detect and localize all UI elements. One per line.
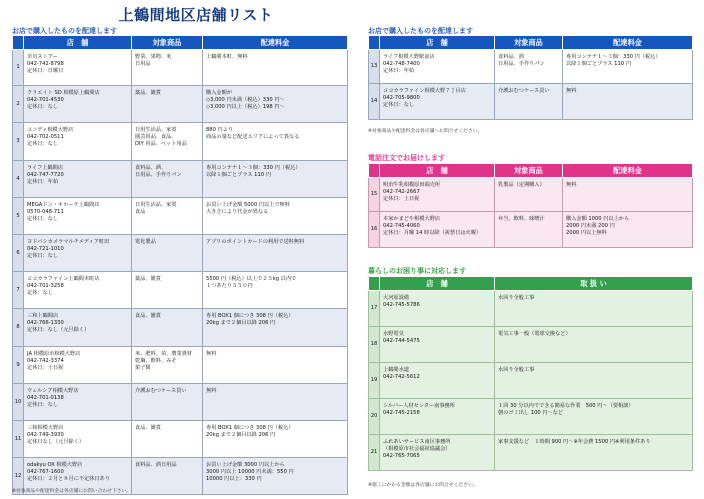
column-header-items: 対象商品: [495, 164, 563, 178]
store-phone: 042-765-7065: [383, 453, 420, 459]
store-closed-days: 定休日：年始: [383, 68, 415, 74]
service-cell: １回 30 分以内でできる簡易な作業 500 円～（要相談） 朝のゴミ出し 100 円～など: [495, 399, 693, 435]
store-phone: 042-744-5475: [383, 338, 420, 344]
items-cell: [495, 178, 563, 212]
item-line: 乾麺、飲料、みそ: [135, 358, 177, 364]
fee-cell: [203, 86, 348, 123]
table-row: [369, 50, 693, 84]
item-line: 乳製品（定期購入）: [498, 182, 545, 188]
items-cell: [495, 212, 563, 248]
table-row: [13, 50, 348, 86]
fee-cell: [203, 384, 348, 421]
row-number: 15: [369, 178, 380, 212]
store-cell: [380, 363, 495, 399]
store-name: クリエイト SD 相模原上鶴間店: [27, 90, 100, 96]
fee-cell: [563, 212, 693, 248]
fee-line: 購入金額 1000 円以上から: [566, 216, 630, 222]
store-closed-days: 定休日：なし: [383, 102, 415, 108]
column-header-service: 取 扱 い: [495, 277, 693, 291]
item-line: 弁当、飲料、味噌汁: [498, 216, 545, 222]
fee-line: 3000 円以上 10000 円未満：550 円: [206, 469, 294, 475]
store-phone: 042-701-0138: [27, 395, 64, 401]
fee-line: 無料: [206, 351, 217, 357]
item-line: 食料品、酒、: [135, 165, 167, 171]
store-purchase-heading: お店で購入したものを配達します: [12, 27, 117, 35]
items-cell: [132, 421, 203, 458]
items-cell: [132, 235, 203, 272]
store-purchase-table: [12, 35, 348, 495]
store-name: ふれあいサービス南区事務所 （相模原市社会福祉協議会）: [383, 439, 451, 452]
item-line: 食料品、酒: [498, 54, 524, 60]
row-number: 3: [13, 123, 24, 161]
table-row: [369, 327, 693, 363]
store-closed-days: 定休日：日曜日: [27, 68, 64, 74]
fee-line: 2000 円以上無料: [566, 230, 607, 236]
store-phone: 042-745-2158: [383, 410, 420, 416]
store-phone: 042-742-3374: [27, 358, 64, 364]
column-header-no: [369, 164, 380, 178]
store-cell: [24, 421, 132, 458]
fee-line: 10000 円以上：330 円: [206, 476, 262, 482]
fee-line: 無料: [566, 182, 577, 188]
fee-line: 専用 BOX1 個につき 308 円（税込）: [206, 313, 294, 319]
row-number: 16: [369, 212, 380, 248]
item-line: 薬品、雑貨: [135, 90, 161, 96]
fee-line: 以降１個ごとプラス 110 円: [566, 61, 631, 67]
store-cell: [380, 399, 495, 435]
store-closed-days: 定休日：土日祝: [27, 365, 64, 371]
item-line: 野菜、果物、米: [135, 54, 172, 60]
store-closed-days: 定休日：なし: [27, 402, 59, 408]
fee-cell: [203, 347, 348, 384]
items-cell: [132, 86, 203, 123]
service-cell: 家事支援など １時間 900 円～※年会費 1500 円※利用条件あり: [495, 435, 693, 471]
items-cell: [132, 458, 203, 495]
table-row: [369, 212, 693, 248]
column-header-store: 店 舗: [380, 277, 495, 291]
store-cell: [380, 84, 495, 120]
row-number: 19: [369, 363, 380, 399]
store-name: 水野電気: [383, 331, 404, 337]
fee-line: 専用コンテナ１～３個：330 円（税込）: [566, 54, 661, 60]
items-cell: [132, 50, 203, 86]
service-cell: 水回り全般工事: [495, 363, 693, 399]
column-header-store: 店 舗: [380, 36, 495, 50]
store-cell: [24, 272, 132, 309]
fee-cell: [563, 178, 693, 212]
column-header-fee: 配達料金: [563, 36, 693, 50]
table-row: [369, 363, 693, 399]
fee-cell: [203, 161, 348, 198]
store-closed-days: 定休日：なし（元旦除く）: [27, 327, 90, 333]
store-name: 明治牛乳相模原田端売所: [383, 182, 441, 188]
row-number: 10: [13, 384, 24, 421]
column-header-store: 店 舗: [380, 164, 495, 178]
table-row: [369, 84, 693, 120]
table-row: [13, 161, 348, 198]
store-cell: [24, 123, 132, 161]
fee-cell: [563, 84, 693, 120]
store-phone: 042-748-7400: [383, 61, 420, 67]
fee-line: ◇3,000 円以上（税込）198 円～: [206, 104, 285, 110]
store-name: ココカラファイン上鶴間本町店: [27, 276, 100, 282]
table-row: [13, 235, 348, 272]
store-phone: 042-745-4060: [383, 223, 420, 229]
row-number: 13: [369, 50, 380, 84]
items-cell: [132, 384, 203, 421]
store-closed-days: 定休日：２月と８月に不定休日あり: [27, 476, 111, 482]
row-number: 11: [13, 421, 24, 458]
row-number: 8: [13, 309, 24, 347]
row-number: 7: [13, 272, 24, 309]
item-line: 食品: [135, 209, 146, 215]
fee-line: 専用コンテナ１～３個：330 円（税込）: [206, 165, 301, 171]
column-header-items: 対象商品: [495, 36, 563, 50]
store-phone: 042-749-3930: [27, 432, 64, 438]
store-cell: [24, 86, 132, 123]
item-line: 米、肥料、苗、農業資材: [135, 351, 193, 357]
store-closed-days: 定休日：なし: [27, 216, 59, 222]
item-line: DIY 用品、ペット用品: [135, 141, 187, 147]
item-line: 電化製品: [135, 239, 156, 245]
store-name: 市川ストアー: [27, 54, 58, 60]
item-line: 日用品、手作りパン: [135, 172, 182, 178]
item-line: 介護おむつケース買い: [498, 88, 550, 94]
fee-cell: [203, 309, 348, 347]
fee-line: 880 円より: [206, 127, 234, 133]
row-number: 17: [369, 291, 380, 327]
fee-line: 商品の量など配送エリアによって異なる: [206, 134, 300, 140]
items-cell: [132, 272, 203, 309]
item-line: 果子類: [135, 365, 151, 371]
store-cell: [380, 212, 495, 248]
store-purchase-table-right: [368, 35, 693, 120]
phone-order-heading: 電話注文でお届けします: [368, 154, 445, 162]
store-name: ライフ上鶴間店: [27, 165, 64, 171]
fee-line: 20kg まで２個目以降 206 円: [206, 320, 276, 326]
store-phone: 0570-048-711: [27, 209, 64, 215]
row-number: 14: [369, 84, 380, 120]
store-closed-days: 定休日なし（元旦除く）: [27, 439, 85, 445]
store-closed-days: 定休日：なし: [27, 141, 59, 147]
phone-order-table: [368, 163, 693, 248]
table-row: [369, 178, 693, 212]
item-line: 日用品: [135, 61, 151, 67]
fee-cell: [203, 198, 348, 235]
item-line: 食品、雑貨: [135, 425, 161, 431]
table-row: [13, 272, 348, 309]
items-cell: [132, 161, 203, 198]
store-purchase-heading-right: お店で購入したものを配達します: [368, 27, 473, 35]
row-number: 9: [13, 347, 24, 384]
store-closed-days: 定休日：土日祝: [383, 196, 420, 202]
fee-line: 上鶴間本町、無料: [206, 54, 248, 60]
row-number: 2: [13, 86, 24, 123]
store-name: ヨドバシカメラマルチメディア町田: [27, 239, 110, 245]
store-name: 三和相模大野店: [27, 425, 64, 431]
fee-line: 2000 円未満 200 円: [566, 223, 615, 229]
fee-line: 5500 円（税込）以上で２５kg 以内で: [206, 276, 297, 282]
store-name: ココカラファイン相模大野７丁目店: [383, 88, 466, 94]
store-phone: 042-745-5786: [383, 302, 420, 308]
store-cell: [24, 50, 132, 86]
fee-line: 20kg まで２個目以降 206 円: [206, 432, 276, 438]
store-name: 三和上鶴間店: [27, 313, 59, 319]
fee-cell: [203, 235, 348, 272]
column-header-no: [369, 36, 380, 50]
item-line: 食品、雑貨: [135, 313, 161, 319]
column-header-store: 店 舗: [24, 36, 132, 50]
store-cell: [380, 50, 495, 84]
items-cell: [132, 123, 203, 161]
items-cell: [132, 198, 203, 235]
table-header-row: [369, 277, 693, 291]
row-number: 4: [13, 161, 24, 198]
left-footnote: ※対象商品や配達料金は各店舗にお問い合わせ下さい。: [12, 489, 132, 494]
store-phone: 042-767-1600: [27, 469, 64, 475]
table-row: [13, 86, 348, 123]
fee-cell: [203, 421, 348, 458]
fee-line: 専用 BOX1 個につき 308 円（税込）: [206, 425, 294, 431]
store-cell: [24, 198, 132, 235]
table-row: [13, 123, 348, 161]
items-cell: [132, 347, 203, 384]
store-phone: 042-742-2667: [383, 189, 420, 195]
fee-line: アプリのポイントカードの利用で送料無料: [206, 239, 305, 245]
store-name: シルバー人材センター南事務所: [383, 403, 455, 409]
store-cell: [24, 347, 132, 384]
store-phone: 042-766-1330: [27, 320, 64, 326]
store-name: odakyu OX 相模大野店: [27, 462, 83, 468]
fee-line: お買い上げ金額 5000 円以上で無料: [206, 202, 290, 208]
home-help-table: [368, 276, 693, 471]
items-cell: [495, 50, 563, 84]
item-line: 日用生活品、家電: [135, 202, 177, 208]
store-phone: 042-701-4530: [27, 97, 64, 103]
store-closed-days: 定休日：月曜 14 時以降（祝祭日は火曜）: [383, 230, 482, 236]
fee-line: 大きさにより代金が異なる: [206, 209, 269, 215]
item-line: 薬品、雑貨: [135, 276, 161, 282]
store-phone: 042-721-1010: [27, 246, 64, 252]
service-cell: 電気工事一般（電球交換など）: [495, 327, 693, 363]
fee-line: 購入金額が: [206, 90, 232, 96]
column-header-no: [13, 36, 24, 50]
item-line: 園芸用品、食品、: [135, 134, 177, 140]
store-phone: 042-747-7720: [27, 172, 64, 178]
item-line: 食料品、酒日用品: [135, 462, 177, 468]
store-name: ライフ相模大野駅前店: [383, 54, 435, 60]
table-row: [13, 198, 348, 235]
fee-line: 以降１個ごとプラス 110 円: [206, 172, 271, 178]
column-header-items: 対象商品: [132, 36, 203, 50]
store-cell: [24, 384, 132, 421]
store-cell: [380, 435, 495, 471]
table-row: [369, 399, 693, 435]
fee-cell: [203, 458, 348, 495]
fee-line: １つあたり５５０円: [206, 283, 253, 289]
row-number: 1: [13, 50, 24, 86]
fee-line: 無料: [206, 388, 217, 394]
store-phone: 042-742-8798: [27, 61, 64, 67]
store-name: 大河原設備: [383, 295, 409, 301]
page-title: 上鶴間地区店舗リスト: [118, 6, 274, 24]
store-cell: [24, 161, 132, 198]
fee-cell: [563, 50, 693, 84]
store-cell: [380, 291, 495, 327]
fee-line: ◇3,000 円未満（税込）330 円～: [206, 97, 285, 103]
table-header-row: [369, 36, 693, 50]
store-phone: 042-705-9800: [383, 95, 420, 101]
store-name: MEGAドン・キホーテ上鶴間店: [27, 202, 100, 208]
item-line: 日用生活品、家電: [135, 127, 177, 133]
store-cell: [380, 178, 495, 212]
row-number: 20: [369, 399, 380, 435]
home-help-heading: 暮らしのお困り事に対応します: [368, 267, 466, 275]
item-line: 日用品、手作りパン: [498, 61, 545, 67]
row-number: 12: [13, 458, 24, 495]
table-row: [369, 435, 693, 471]
help-footnote: ※施工にかかる金額は各店舗にお問合せください。: [368, 483, 478, 488]
fee-cell: [203, 50, 348, 86]
table-header-row: [369, 164, 693, 178]
store-closed-days: 定休日：なし: [27, 104, 59, 110]
table-header-row: [13, 36, 348, 50]
table-row: [13, 421, 348, 458]
fee-line: お買い上げ金額 3000 円以上から: [206, 462, 285, 468]
table-row: [13, 347, 348, 384]
fee-cell: [203, 272, 348, 309]
table-row: [369, 291, 693, 327]
items-cell: [495, 84, 563, 120]
store-cell: [24, 309, 132, 347]
store-phone: 042-742-5612: [383, 374, 420, 380]
store-closed-days: 定休：なし: [27, 290, 53, 296]
table-row: [13, 384, 348, 421]
row-number: 18: [369, 327, 380, 363]
column-header-no: [369, 277, 380, 291]
store-closed-days: 定休日：年始: [27, 179, 59, 185]
store-name: ユニディ相模大野店: [27, 127, 74, 133]
store-name: 本家かまどや相模大野店: [383, 216, 441, 222]
store-name: 上鶴間水道: [383, 367, 409, 373]
table-row: [13, 309, 348, 347]
store-cell: [380, 327, 495, 363]
items-cell: [132, 309, 203, 347]
store-closed-days: 定休日：なし: [27, 253, 59, 259]
row-number: 21: [369, 435, 380, 471]
store-phone: 042-702-0511: [27, 134, 64, 140]
fee-line: 無料: [566, 88, 577, 94]
store-cell: [24, 235, 132, 272]
store-phone: 042-701-3258: [27, 283, 64, 289]
column-header-fee: 配達料金: [203, 36, 348, 50]
column-header-fee: 配達料金: [563, 164, 693, 178]
row-number: 6: [13, 235, 24, 272]
store-name: ウェルシア相模大野店: [27, 388, 79, 394]
store-name: JA 相模原市相模大野店: [27, 351, 81, 357]
right-footnote: ※対象商品や配達料金は各店舗へお問合せください。: [368, 129, 483, 134]
row-number: 5: [13, 198, 24, 235]
fee-cell: [203, 123, 348, 161]
item-line: 介護おむつケース買い: [135, 388, 187, 394]
service-cell: 水回り全般工事: [495, 291, 693, 327]
